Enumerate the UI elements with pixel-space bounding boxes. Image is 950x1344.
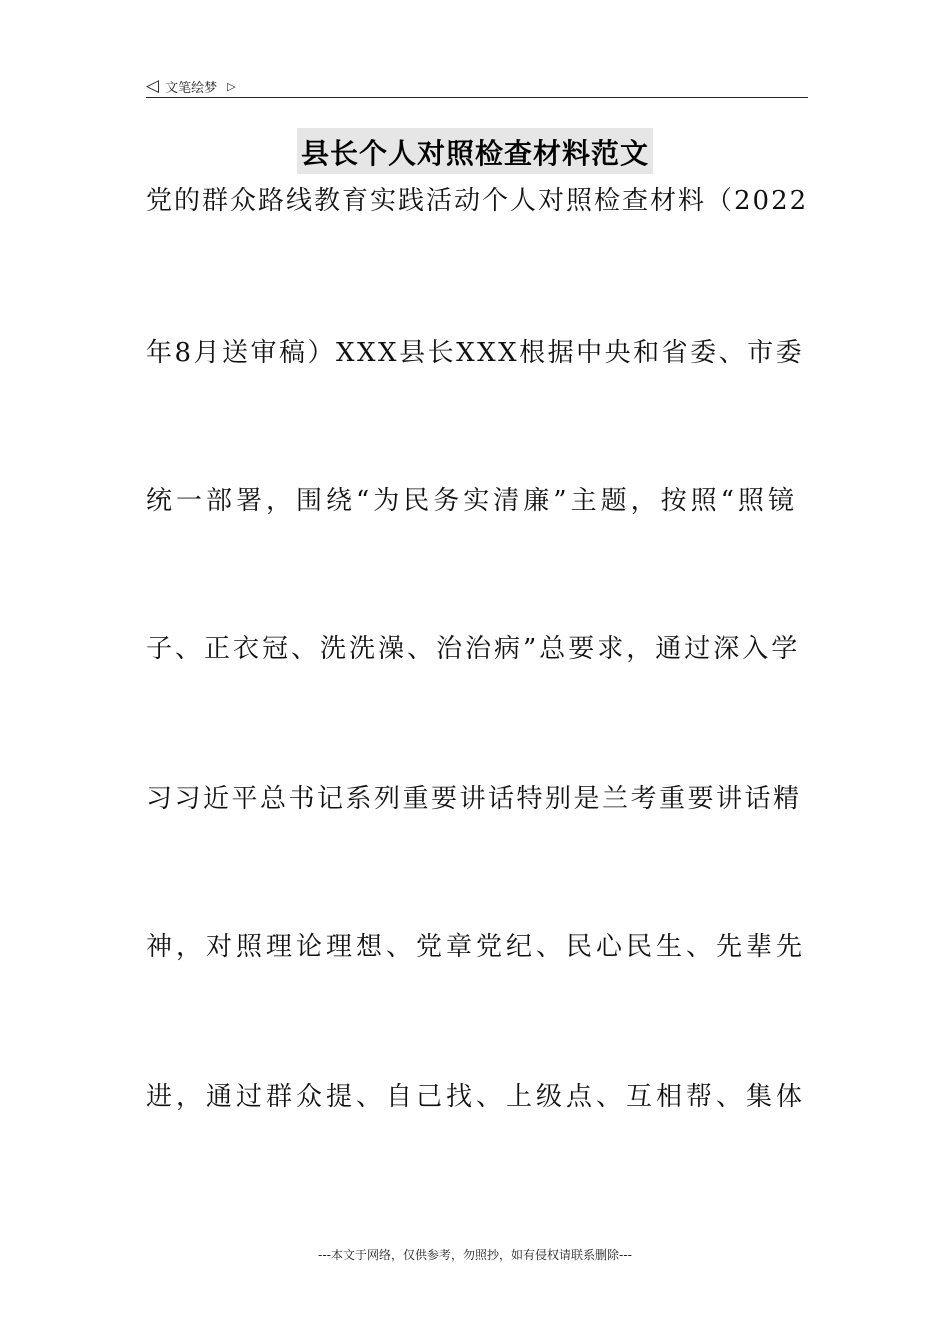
- body-line: 子、正衣冠、洗洗澡、治治病”总要求，通过深入学: [146, 634, 801, 664]
- footer-notice: ---本文于网络，仅供参考，勿照抄，如有侵权请联系删除---: [318, 1248, 632, 1262]
- body-line: 统一部署，围绕“为民务实清廉”主题，按照“照镜: [146, 486, 798, 516]
- body-line: 习习近平总书记系列重要讲话特别是兰考重要讲话精: [146, 784, 802, 814]
- document-header: [146, 74, 808, 98]
- document-title: 县长个人对照检查材料范文: [297, 128, 653, 174]
- body-line: 神，对照理论理想、党章党纪、民心民生、先辈先: [146, 932, 807, 962]
- header-divider: [146, 97, 808, 98]
- header-label: 文笔绘梦: [165, 80, 218, 96]
- body-line: 党的群众路线教育实践活动个人对照检查材料（2022: [146, 186, 809, 216]
- document-title-wrapper: [0, 128, 950, 174]
- triangle-left-icon: ◁: [146, 75, 160, 96]
- body-line: 年8月送审稿）XXX县长XXX根据中央和省委、市委: [146, 338, 805, 368]
- body-line: 进，通过群众提、自己找、上级点、互相帮、集体: [146, 1082, 807, 1112]
- triangle-right-icon: ▷: [227, 79, 236, 93]
